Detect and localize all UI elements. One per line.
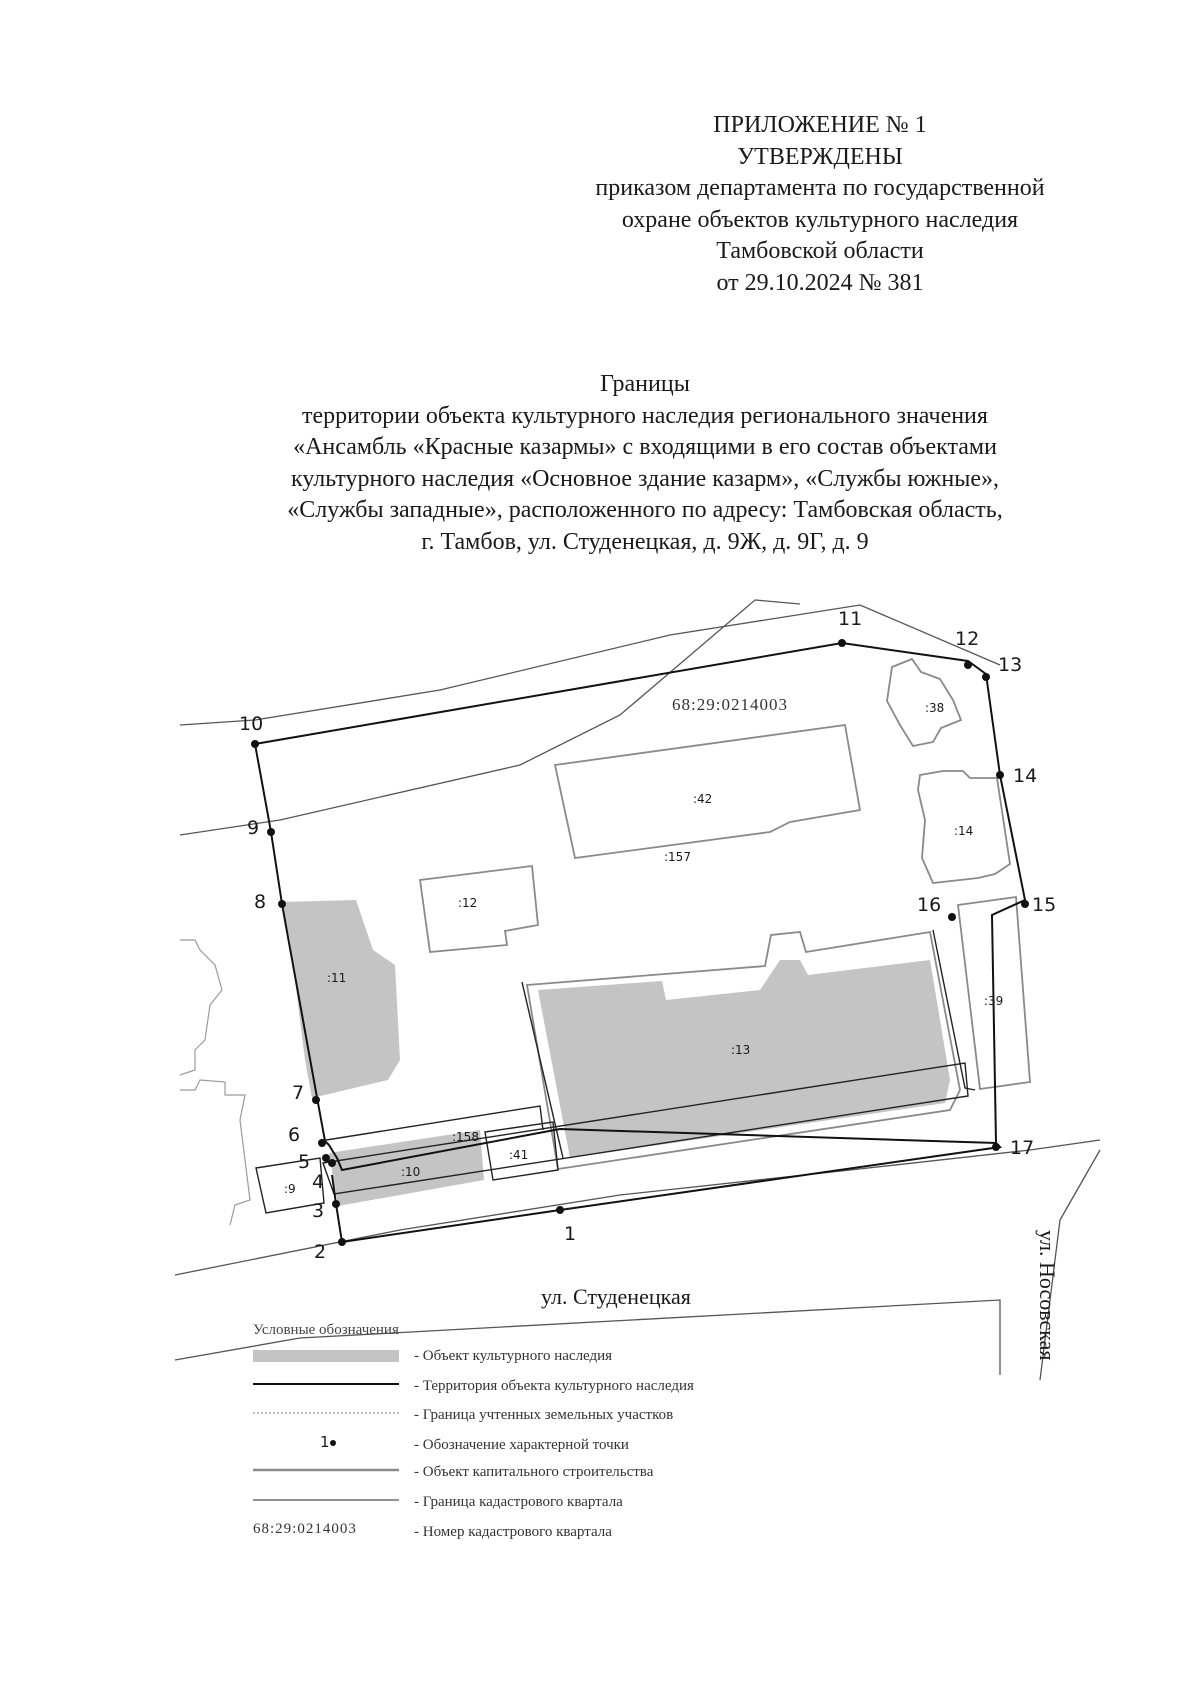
legend-label: - Граница учтенных земельных участков [414, 1407, 674, 1423]
point-6-marker [318, 1139, 326, 1147]
parcel-label-41: :41 [509, 1148, 529, 1162]
legend-point-sample: 1 [320, 1433, 330, 1451]
order-line-1: приказом департамента по государственной [595, 175, 1045, 201]
legend-title: Условные обозначения [253, 1322, 399, 1338]
order-date: от 29.10.2024 № 381 [716, 269, 924, 296]
title-line-1: Границы [600, 371, 690, 397]
structure-outline [180, 1080, 250, 1225]
appendix-label: ПРИЛОЖЕНИЕ № 1 [713, 112, 927, 138]
structure-outline [180, 940, 222, 1075]
parcel-label-10: :10 [401, 1165, 421, 1179]
legend-item-quarter-boundary [253, 1490, 973, 1516]
legend-item-building [253, 1460, 973, 1486]
neighbour-structures [180, 940, 250, 1225]
legend-item-heritage [253, 1344, 973, 1370]
heritage-object-13 [538, 960, 950, 1158]
quarter-boundary-line [180, 605, 1000, 725]
point-label-7: 7 [292, 1082, 305, 1104]
parcel-label-14: :14 [954, 824, 974, 838]
point-label-4: 4 [312, 1171, 325, 1193]
parcel-label-42: :42 [693, 792, 713, 806]
legend-item-quarter-number [253, 1520, 973, 1546]
point-7-marker [312, 1096, 320, 1104]
parcel-label-9: :9 [284, 1182, 296, 1196]
point-label-14: 14 [1013, 765, 1038, 787]
point-label-17: 17 [1010, 1137, 1035, 1159]
legend-label: - Территория объекта культурного наследия [414, 1378, 694, 1394]
point-16-marker [948, 913, 956, 921]
parcel-label-158: :158 [452, 1130, 479, 1144]
point-11-marker [838, 639, 846, 647]
street-label-nosovskaya: ул. Носовская [1035, 1230, 1060, 1361]
building-38 [887, 659, 961, 746]
point-14-marker [996, 771, 1004, 779]
point-17-marker [992, 1143, 1000, 1151]
point-label-5: 5 [298, 1151, 311, 1173]
title-line-4: культурного наследия «Основное здание казарм», «Службы южные», [291, 465, 999, 492]
cadastral-quarter-number: 68:29:0214003 [672, 695, 788, 714]
legend-item-point [253, 1433, 973, 1459]
legend-label: - Обозначение характерной точки [414, 1437, 629, 1453]
point-label-9: 9 [247, 817, 260, 839]
title-line-5: «Службы западные», расположенного по адресу: Тамбовская область, [287, 497, 1003, 523]
point-1-marker [556, 1206, 564, 1214]
point-12-marker [964, 661, 972, 669]
street-label-studenetskaya: ул. Студенецкая [541, 1284, 691, 1309]
title-line-3: «Ансамбль «Красные казармы» с входящими в его состав объектами [293, 434, 997, 460]
building-12 [420, 866, 538, 952]
legend-item-parcels [253, 1403, 973, 1429]
point-3-marker [332, 1200, 340, 1208]
point-label-10: 10 [239, 713, 264, 735]
point-label-6: 6 [288, 1124, 301, 1146]
parcel-label-12: :12 [458, 896, 478, 910]
point-label-15: 15 [1032, 894, 1057, 916]
point-8-marker [278, 900, 286, 908]
point-label-11: 11 [838, 608, 863, 630]
point-13-marker [982, 673, 990, 681]
point-label-2: 2 [314, 1241, 327, 1263]
point-label-16: 16 [917, 894, 942, 916]
legend-label: - Объект капитального строительства [414, 1464, 654, 1480]
parcel-label-38: :38 [925, 701, 945, 715]
parcel-label-11: :11 [327, 971, 347, 985]
point-5-marker [322, 1154, 330, 1162]
order-line-2: охране объектов культурного наследия [621, 206, 1019, 233]
parcel-label-39: :39 [984, 994, 1004, 1008]
parcel-boundary [320, 1106, 543, 1141]
legend-label: - Номер кадастрового квартала [414, 1524, 612, 1540]
point-label-12: 12 [955, 628, 980, 650]
legend-label: - Объект культурного наследия [414, 1348, 613, 1364]
title-line-6: г. Тамбов, ул. Студенецкая, д. 9Ж, д. 9Г, д. 9 [421, 528, 869, 555]
order-line-3: Тамбовской области [716, 238, 924, 264]
parcel-label-13: :13 [731, 1043, 751, 1057]
legend-quarter-sample: 68:29:0214003 [253, 1521, 357, 1537]
legend-item-territory [253, 1374, 973, 1400]
legend-label: - Граница кадастрового квартала [414, 1494, 623, 1510]
point-label-8: 8 [254, 891, 267, 913]
point-15-marker [1021, 900, 1029, 908]
point-9-marker [267, 828, 275, 836]
point-10-marker [251, 740, 259, 748]
point-label-3: 3 [312, 1200, 325, 1222]
title-line-2: территории объекта культурного наследия регионального значения [302, 402, 988, 429]
point-label-13: 13 [998, 654, 1023, 676]
parcel-label-157: :157 [664, 850, 691, 864]
point-2-marker [338, 1238, 346, 1246]
point-label-1: 1 [564, 1223, 577, 1245]
approved-label: УТВЕРЖДЕНЫ [737, 143, 903, 170]
